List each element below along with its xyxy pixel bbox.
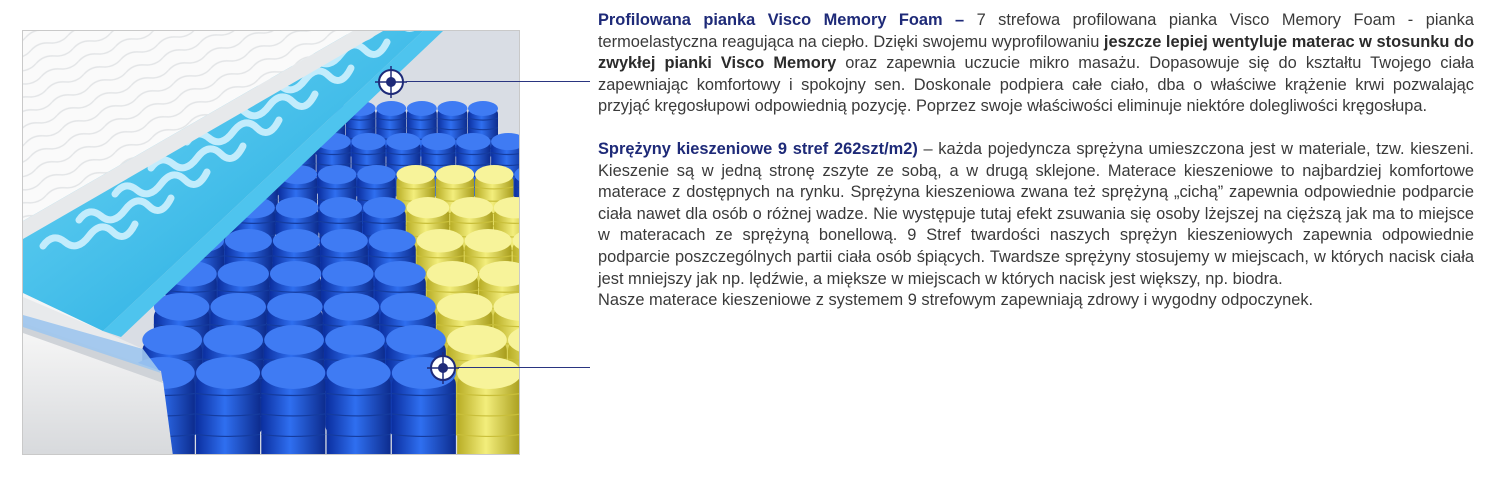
blue-pocket-spring (327, 357, 391, 455)
mattress-illustration (23, 31, 520, 455)
springs-description (598, 139, 1474, 290)
description-column (598, 10, 1474, 312)
closing-sentence: Nasze materace kieszeniowe z systemem 9 strefowym zapewniają zdrowy i wygodny odpoczynek. (598, 291, 1314, 310)
blue-pocket-spring (261, 357, 325, 455)
springs-text: – każda pojedyncza sprężyna umieszczona jest w materiale, tzw. kieszeni. Kieszenie są w jedną stronę zszyte ze sobą, a w drugą sklejone. Materace kieszeniowe to najbardziej komfortowe materace z dostępnych na rynku. Sprężyna kieszeniowa zwana też sprężyną „cichą” zapewnia odpowiednie podparcie ciała nawet dla osób o różnej wadze. Nie występuje tutaj efekt zsuwania się osoby lżejszej na cięższą jak ma to miejsce w materacach ze sprężyną bonellową. 9 Stref twardości naszych sprężyn kieszeniowych zapewnia odpowiednie podparcie poszczególnych partii ciała osób śpiących. Twardsze sprężyny stosujemy w miejscach, w których nacisk ciała jest mniejszy jak np. lędźwie, a miększe w miejscach w których nacisk jest większy, np. biodra. (598, 139, 1474, 288)
blue-pocket-spring (196, 357, 260, 455)
springs-callout-line (458, 367, 590, 368)
foam-description (598, 10, 1474, 118)
foam-callout-line (406, 81, 590, 82)
mattress-cross-section-image (22, 30, 520, 455)
foam-text-2: oraz zapewnia uczucie mikro masażu. Dopasowuje się do kształtu Twojego ciała zapewniając komfortowy i spokojny sen. Doskonale podpiera całe ciało, dba o właściwe krążenie krwi pozwalając przyjąć kręgosłupowi odpowiednią pozycję. Poprzez swoje właściwości eliminuje niektóre dolegliwości kręgosłupa. (598, 54, 1474, 116)
springs-title: Sprężyny kieszeniowe 9 stref 262szt/m2) (598, 139, 918, 158)
foam-bold-text: jeszcze lepiej wentyluje materac w stosunku do zwykłej pianki Visco Memory (598, 32, 1474, 73)
foam-text-1: 7 strefowa profilowana pianka Visco Memory Foam - pianka termoelastyczna reagująca na ciepło. Dzięki swojemu wyprofilowaniu (598, 11, 1474, 51)
yellow-pocket-spring (457, 357, 520, 455)
foam-title: Profilowana pianka Visco Memory Foam – (598, 11, 965, 29)
